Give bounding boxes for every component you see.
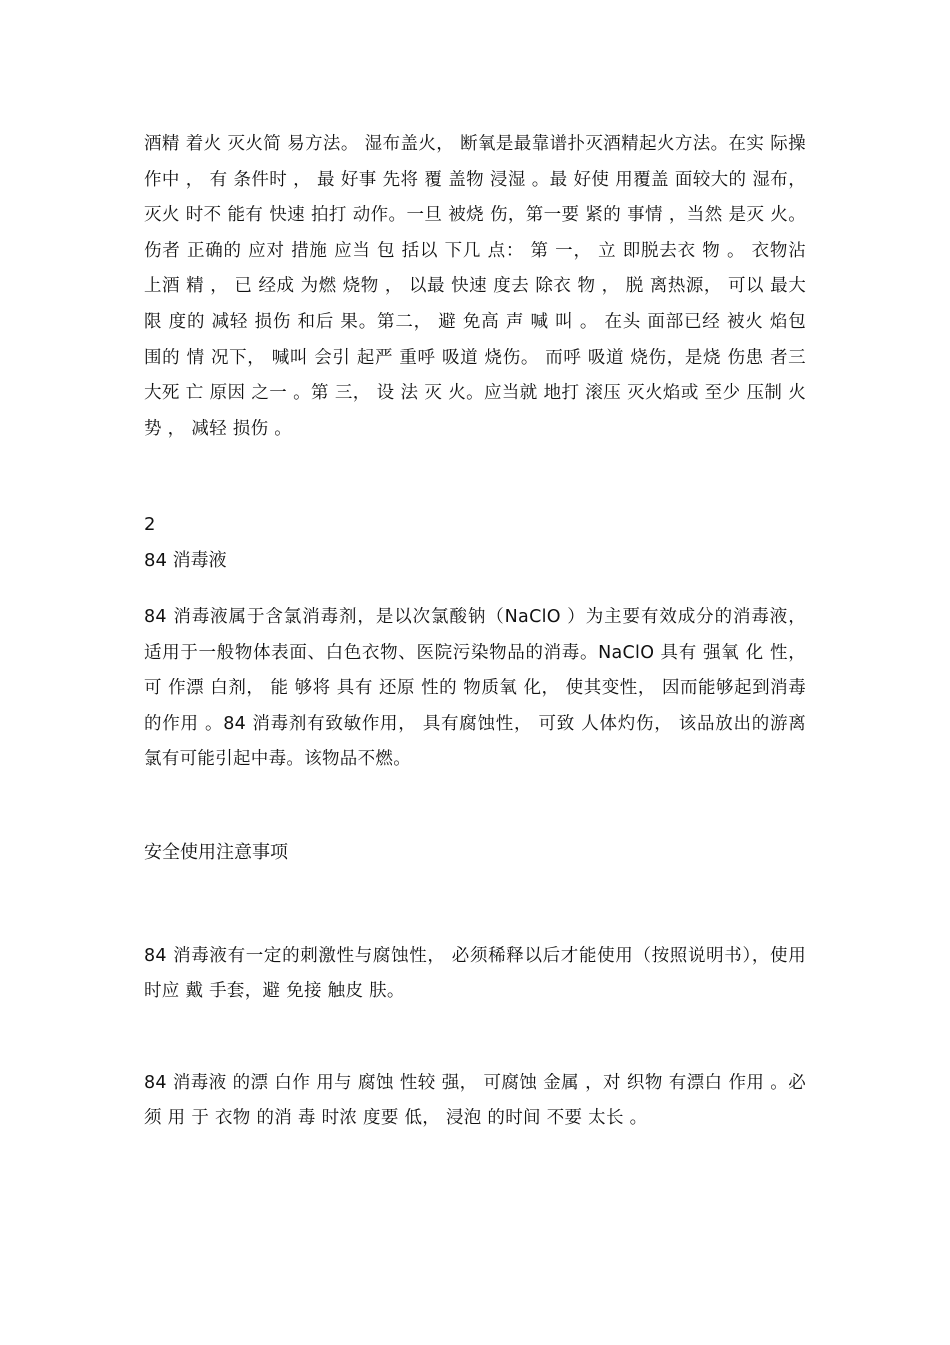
paragraph-84-caution-2: 84 消毒液 的漂 白作 用与 腐蚀 性较 强， 可腐蚀 金属 ，对 织物 有漂白 作用 。必须 用 于 衣物 的消 毒 时浓 度要 低， 浸泡 的时间 不要 太长 。 [144, 1073, 806, 1128]
paragraph-84-caution-1: 84 消毒液有一定的刺激性与腐蚀性， 必须稀释以后才能使用（按照说明书），使用 时应 戴 手套，避 免接 触皮 肤。 [144, 946, 806, 1001]
section-number: 2 [144, 514, 156, 535]
paragraph-alcohol-fire: 酒精 着火 灭火简 易方法。 湿布盖火， 断氧是最靠谱扑灭酒精起火方法。在实 际操 作中 ， 有 条件时 ， 最 好事 先将 覆 盖物 浸湿 。最 好使 用覆盖 面较大的 湿布， 灭火 时不 能有 快速 拍打 动作。一旦 被烧 伤，第一要 紧的 事情 ，当然 是灭 火。伤者 正确的 应对 措施 应当 包 括以 下几 点： 第 一， 立 即脱去衣 物 。 衣物沾 上酒 精 ， 已 经成 为燃 烧物 ， 以最 快速 度去 除衣 物 ， 脱 离热源， 可以 最大限 度的 减轻 损伤 和后 果。第二， 避 免高 声 喊 叫 。 在头 面部已经 被火 焰包 围的 情 况下， 喊叫 会引 起严 重呼 吸道 烧伤。 而呼 吸道 烧伤，是烧 伤患 者三 大死 亡 原因 之一 。第 三， 设 法 灭 火。应当就 地打 滚压 灭火焰或 至少 压制 火势 ， 减轻 损伤 。 [144, 134, 806, 439]
safety-subheading: 安全使用注意事项 [144, 842, 288, 863]
paragraph-84-intro: 84 消毒液属于含氯消毒剂，是以次氯酸钠（NaClO ）为主要有效成分的消毒液， 适用于一般物体表面、白色衣物、医院污染物品的消毒。NaClO 具有 强氧 化 性， 可 作漂 白剂， 能 够将 具有 还原 性的 物质氧 化， 使其变性， 因而能够起到消毒的作用 。84 消毒剂有致敏作用， 具有腐蚀性， 可致 人体灼伤， 该品放出的游离氯有可能引起中毒。该物品不燃。 [144, 607, 806, 769]
section-title: 84 消毒液 [144, 550, 227, 571]
